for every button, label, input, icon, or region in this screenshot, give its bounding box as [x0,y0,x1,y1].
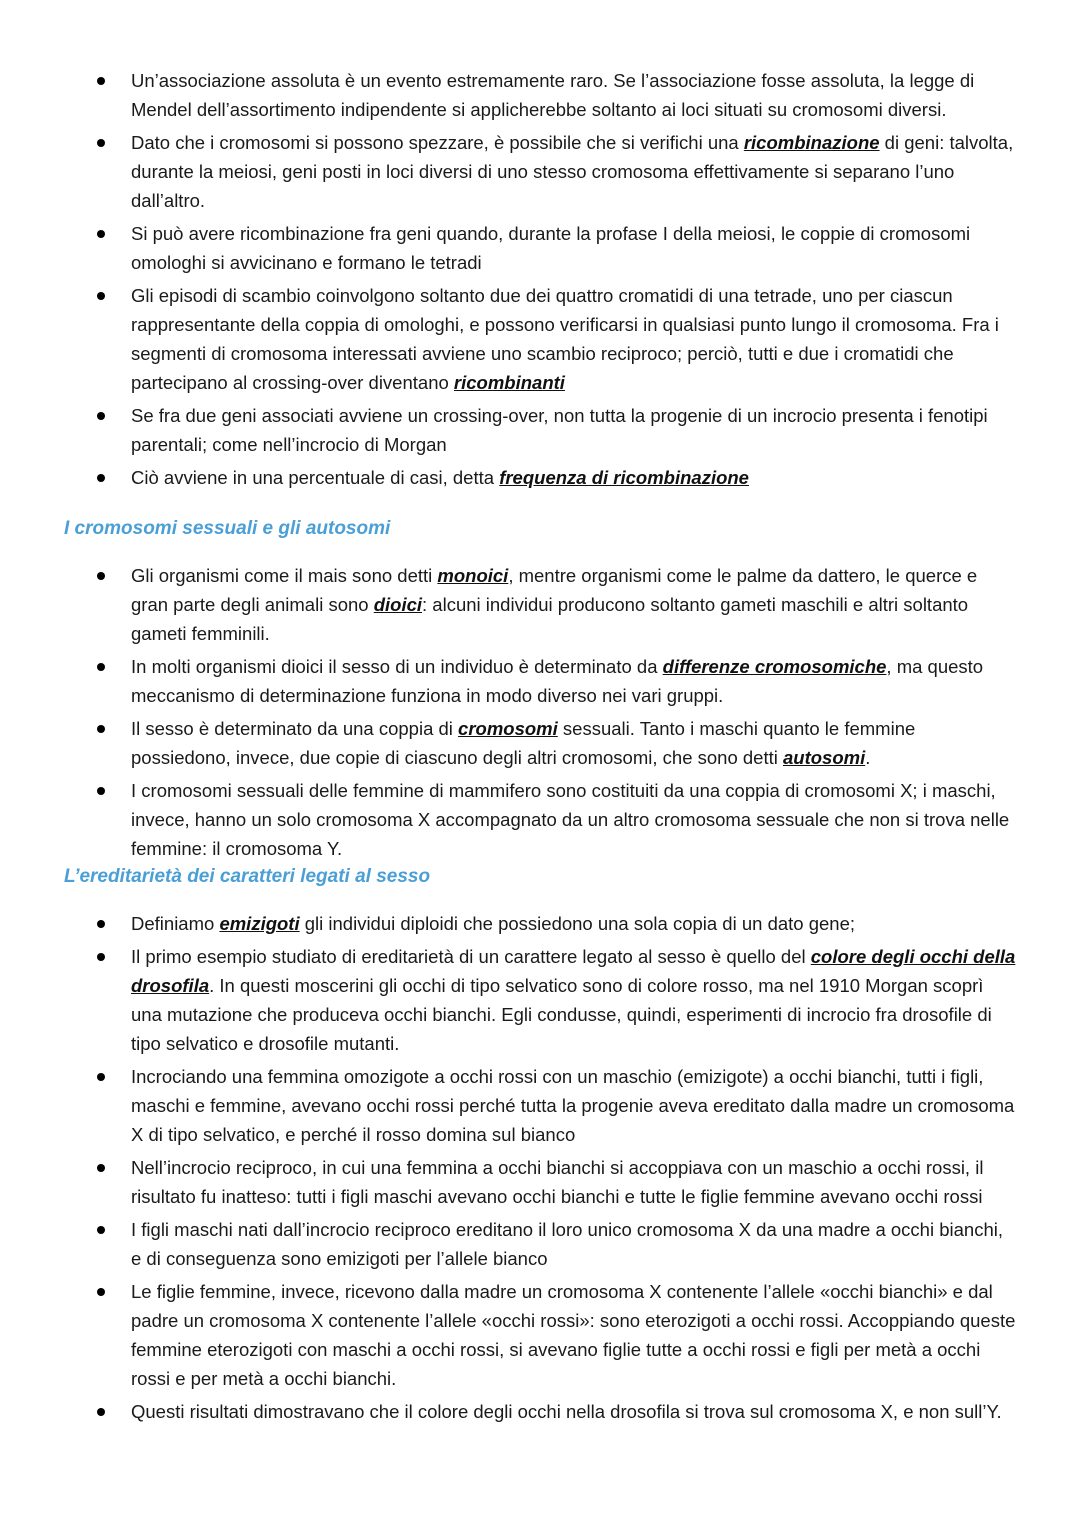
bullet-item [0,942,1080,1058]
bullet-item [0,561,1080,648]
bullet-icon [97,1164,105,1172]
bullet-text: Un’associazione assoluta è un evento estremamente raro. Se l’associazione fosse assoluta, la legge di Mendel dell’assortimento indipendente si applicherebbe soltanto ai loci situati su cromosomi diversi. [131,70,975,120]
key-term: differenze cromosomiche [662,656,887,677]
bullet-text: Si può avere ricombinazione fra geni quando, durante la profase I della meiosi, le coppie di cromosomi omologhi si avvicinano e formano le tetradi [131,223,971,273]
bullet-item [0,66,1080,124]
bullet-icon [97,1408,105,1416]
bullet-list-linkage [0,66,1080,496]
bullet-icon [97,920,105,928]
bullet-text: gli individui diploidi che possiedono una sola copia di un dato gene; [299,913,856,934]
bullet-text: I cromosomi sessuali delle femmine di mammifero sono costituiti da una coppia di cromosomi X; i maschi, invece, hanno un solo cromosoma X accompagnato da un altro cromosoma sessuale che non si trova nelle femmine: il cromosoma Y. [131,780,1010,859]
bullet-item [0,281,1080,397]
bullet-item [0,219,1080,277]
bullet-icon [97,139,105,147]
bullet-icon [97,725,105,733]
section-heading-sex-chromosomes: I cromosomi sessuali e gli autosomi [64,518,391,539]
bullet-item [0,909,1080,938]
bullet-text: sessuali. Tanto i maschi quanto le femmine possiedono, invece, due copie di ciascuno degli altri cromosomi, che sono detti [131,718,916,768]
bullet-icon [97,663,105,671]
bullet-icon [97,412,105,420]
bullet-icon [97,1226,105,1234]
bullet-icon [97,292,105,300]
bullet-text: Se fra due geni associati avviene un crossing-over, non tutta la progenie di un incrocio presenta i fenotipi parentali; come nell’incrocio di Morgan [131,405,988,455]
bullet-item [0,1397,1080,1426]
bullet-text: , ma questo meccanismo di determinazione funziona in modo diverso nei vari gruppi. [131,656,984,706]
bullet-item [0,128,1080,215]
bullet-text: I figli maschi nati dall’incrocio reciproco ereditano il loro unico cromosoma X da una madre a occhi bianchi, e di conseguenza sono emizigoti per l’allele bianco [131,1219,1003,1269]
bullet-text: Dato che i cromosomi si possono spezzare, è possibile che si verifichi una [131,132,744,153]
bullet-item [0,1277,1080,1393]
key-term: colore degli occhi della drosofila [131,946,1016,996]
key-term: frequenza di ricombinazione [499,467,749,488]
key-term: autosomi [782,747,866,768]
bullet-icon [97,230,105,238]
bullet-text: Definiamo [131,913,220,934]
key-term: dioici [373,594,423,615]
bullet-item [0,401,1080,459]
bullet-icon [97,1288,105,1296]
bullet-item [0,776,1080,863]
bullet-text: Gli organismi come il mais sono detti [131,565,438,586]
bullet-icon [97,1073,105,1081]
bullet-text: Il primo esempio studiato di ereditarietà di un carattere legato al sesso è quello del [131,946,811,967]
bullet-list-sex-chromosomes [0,561,1080,867]
bullet-text: Nell’incrocio reciproco, in cui una femmina a occhi bianchi si accoppiava con un maschio a occhi rossi, il risultato fu inatteso: tutti i figli maschi avevano occhi bianchi e tutte le figlie femmine avevano occhi rossi [131,1157,984,1207]
bullet-text: Incrociando una femmina omozigote a occhi rossi con un maschio (emizigote) a occhi bianchi, tutti i figli, maschi e femmine, avevano occhi rossi perché tutta la progenie aveva ereditato dalla madre un cromosoma X di tipo selvatico, e perché il rosso domina sul bianco [131,1066,1015,1145]
bullet-text: Ciò avviene in una percentuale di casi, detta [131,467,500,488]
bullet-list-sex-linked-inheritance [0,909,1080,1430]
bullet-text: Il sesso è determinato da una coppia di [131,718,459,739]
bullet-icon [97,474,105,482]
bullet-text: Le figlie femmine, invece, ricevono dalla madre un cromosoma X contenente l’allele «occhi bianchi» e dal padre un cromosoma X contenente l’allele «occhi rossi»: sono eterozigoti a occhi rossi. Accoppiando queste femmine eterozigoti con maschi a occhi rossi, si avevano figlie tutte a occhi rossi e figli per metà a occhi rossi e per metà a occhi bianchi. [131,1281,1016,1389]
section-heading-sex-linked-inheritance: L’ereditarietà dei caratteri legati al sesso [64,866,431,887]
bullet-text: Questi risultati dimostravano che il colore degli occhi nella drosofila si trova sul cromosoma X, e non sull’Y. [131,1401,1002,1422]
key-term: cromosomi [458,718,558,739]
bullet-text: . In questi moscerini gli occhi di tipo selvatico sono di colore rosso, ma nel 1910 Morgan scoprì una mutazione che produceva occhi bianchi. Egli condusse, quindi, esperimenti di incrocio fra drosofile di tipo selvatico e drosofile mutanti. [131,975,992,1054]
bullet-text: : alcuni individui producono soltanto gameti maschili e altri soltanto gameti femminili. [131,594,969,644]
bullet-text: di geni: talvolta, durante la meiosi, geni posti in loci diversi di uno stesso cromosoma effettivamente si separano l’uno dall’altro. [131,132,1014,211]
bullet-item [0,1153,1080,1211]
bullet-item [0,1062,1080,1149]
bullet-text: , mentre organismi come le palme da dattero, le querce e gran parte degli animali sono [131,565,978,615]
bullet-item [0,463,1080,492]
key-term: ricombinanti [453,372,565,393]
key-term: monoici [437,565,509,586]
bullet-item [0,652,1080,710]
bullet-item [0,714,1080,772]
bullet-text: In molti organismi dioici il sesso di un individuo è determinato da [131,656,663,677]
key-term: ricombinazione [743,132,880,153]
bullet-text: Gli episodi di scambio coinvolgono soltanto due dei quattro cromatidi di una tetrade, uno per ciascun rappresentante della coppia di omologhi, e possono verificarsi in qualsiasi punto lungo il cromosoma. Fra i segmenti di cromosoma interessati avviene uno scambio reciproco; perciò, tutti e due i cromatidi che partecipano al crossing-over diventano [131,285,999,393]
bullet-icon [97,572,105,580]
bullet-text: . [865,747,871,768]
bullet-icon [97,787,105,795]
bullet-icon [97,953,105,961]
key-term: emizigoti [219,913,300,934]
bullet-icon [97,77,105,85]
bullet-item [0,1215,1080,1273]
